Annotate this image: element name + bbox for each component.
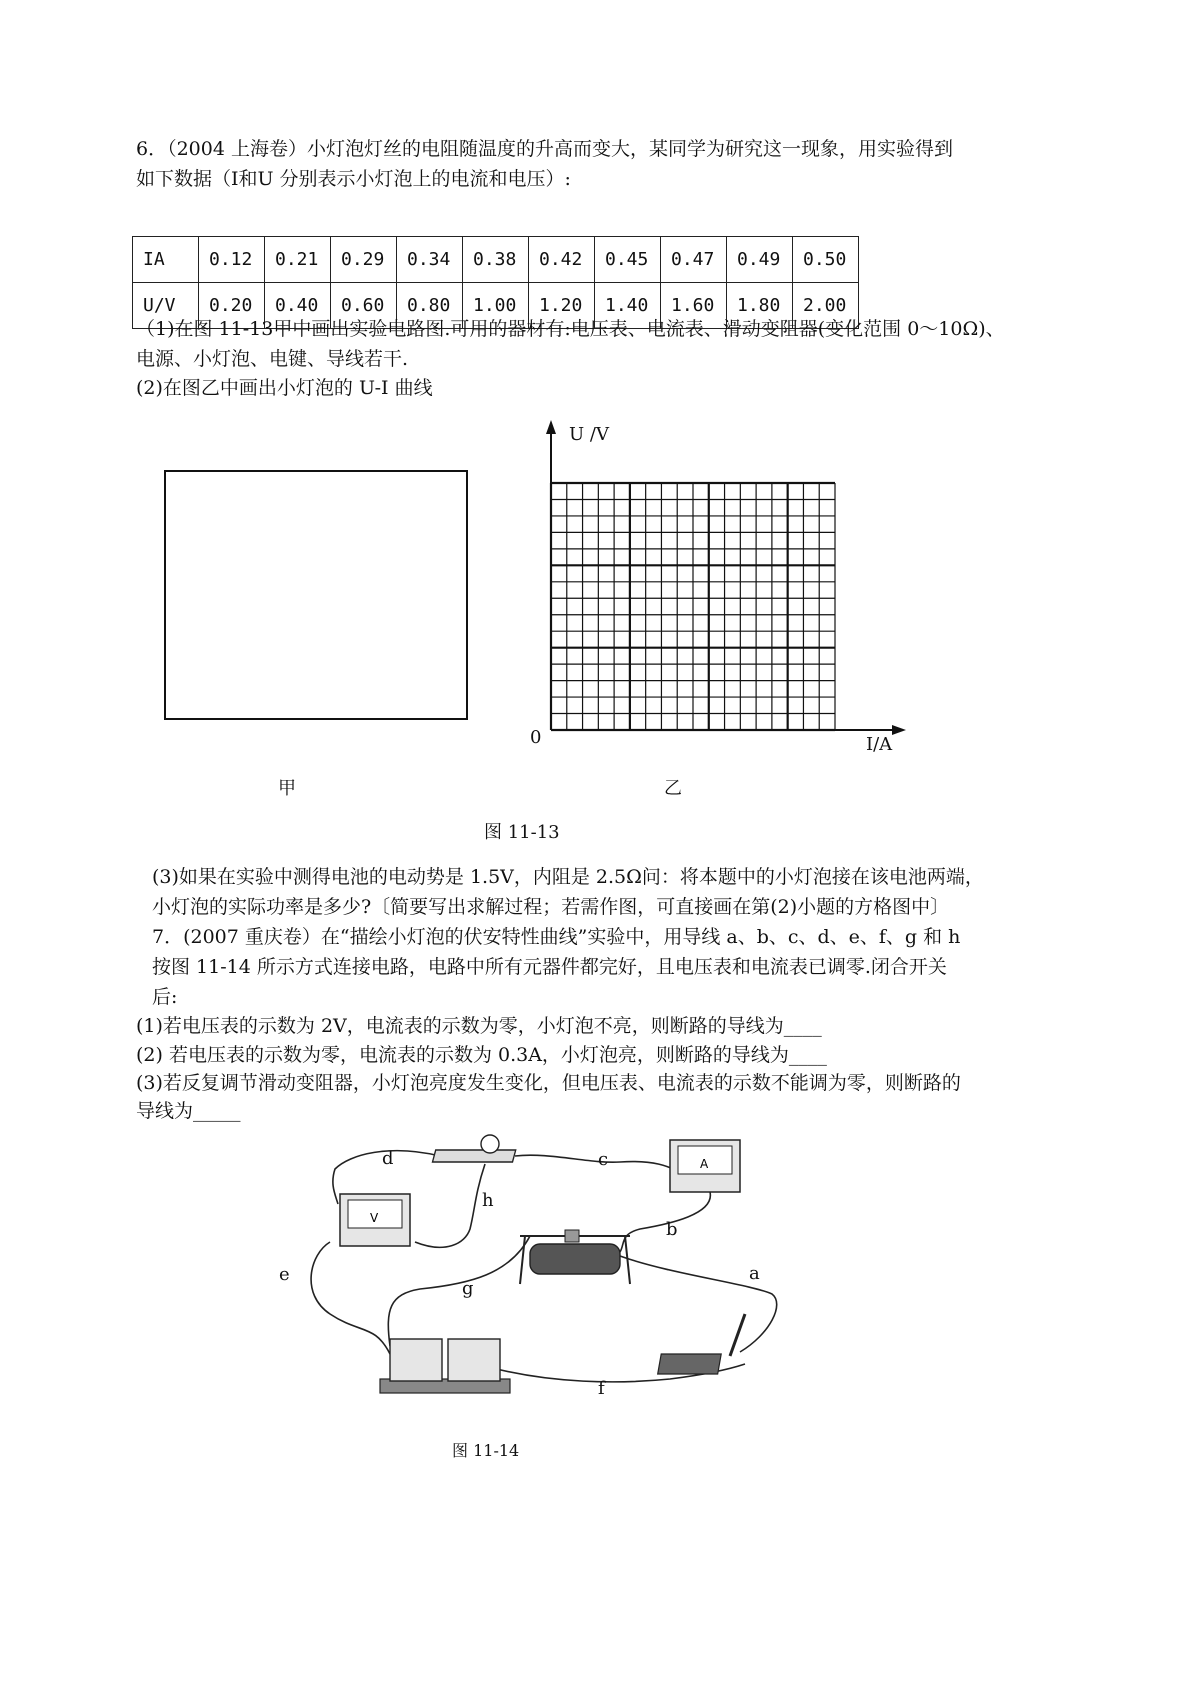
circuit-diagram-11-14 — [290, 1134, 810, 1424]
q6-text-line1: 6．（2004 上海卷）小灯泡灯丝的电阻随温度的升高而变大，某同学为研究这一现象，用实验得到 — [136, 138, 953, 160]
table-cell: 0.45 — [595, 237, 661, 283]
table-row — [133, 237, 859, 283]
q7-sub1: (1)若电压表的示数为 2V，电流表的示数为零，小灯泡不亮，则断路的导线为____ — [136, 1015, 822, 1037]
q6-sub1-line1: （1)在图 11-13甲中画出实验电路图.可用的器材有:电压表、电流表、滑动变阻器(变化范围 0～10Ω)、 — [136, 318, 1005, 340]
origin-label: 0 — [530, 727, 542, 748]
figure-label-yi: 乙 — [664, 778, 682, 799]
ammeter-label: A — [700, 1157, 709, 1171]
wire-label-g: g — [462, 1278, 474, 1299]
voltmeter-label: V — [370, 1211, 379, 1225]
table-cell: 0.49 — [727, 237, 793, 283]
table-cell: 0.80 — [397, 283, 463, 329]
figure-11-13-caption: 图 11-13 — [484, 822, 560, 843]
q7-sub2: (2) 若电压表的示数为零，电流表的示数为 0.3A，小灯泡亮，则断路的导线为____ — [136, 1044, 827, 1066]
table-cell: 0.34 — [397, 237, 463, 283]
table-cell: 0.12 — [199, 237, 265, 283]
wire-g — [388, 1236, 530, 1346]
wire-h — [415, 1164, 485, 1247]
table-cell: 0.21 — [265, 237, 331, 283]
circuit-drawing-box — [164, 470, 468, 720]
table-cell: 1.00 — [463, 283, 529, 329]
y-axis-label: U /V — [569, 424, 609, 445]
table-row-header: U/V — [133, 283, 199, 329]
table-cell: 0.20 — [199, 283, 265, 329]
q6-sub1-line2: 电源、小灯泡、电键、导线若干. — [136, 348, 409, 370]
table-row-header: IA — [133, 237, 199, 283]
wire-label-e: e — [279, 1264, 290, 1285]
q6-sub3-line2: 小灯泡的实际功率是多少?〔简要写出求解过程；若需作图，可直接画在第(2)小题的方格图中〕 — [152, 896, 950, 918]
y-axis-arrow — [546, 420, 556, 434]
figure-11-14-caption: 图 11-14 — [452, 1441, 520, 1460]
figure-label-jia: 甲 — [278, 778, 296, 799]
q7-text-line2: 按图 11-14 所示方式连接电路，电路中所有元器件都完好，且电压表和电流表已调零.闭合开关 — [152, 956, 947, 978]
table-cell: 1.20 — [529, 283, 595, 329]
wire-label-d: d — [382, 1148, 394, 1169]
table-cell: 1.60 — [661, 283, 727, 329]
table-cell: 0.29 — [331, 237, 397, 283]
x-axis-label: I/A — [866, 734, 893, 755]
table-cell: 0.50 — [793, 237, 859, 283]
rheostat-icon — [520, 1230, 630, 1284]
wire-label-h: h — [482, 1190, 494, 1211]
q7-text-line1: 7．(2007 重庆卷）在“描绘小灯泡的伏安特性曲线”实验中，用导线 a、b、c、d、e、f、g 和 h — [152, 926, 961, 948]
q7-text-line3: 后: — [152, 986, 178, 1008]
q7-sub3-line2: 导线为_____ — [136, 1100, 241, 1122]
table-cell: 0.38 — [463, 237, 529, 283]
wire-label-c: c — [598, 1149, 609, 1170]
q6-text-line2: 如下数据（I和U 分别表示小灯泡上的电流和电压）: — [136, 168, 571, 190]
x-axis-arrow — [892, 725, 906, 735]
table-cell: 0.60 — [331, 283, 397, 329]
table-cell: 0.42 — [529, 237, 595, 283]
wire-label-a: a — [749, 1263, 760, 1284]
battery-icon — [380, 1339, 510, 1393]
wire-e — [311, 1242, 390, 1354]
ui-graph-grid — [520, 418, 940, 758]
bulb-icon — [432, 1135, 515, 1162]
table-cell: 0.47 — [661, 237, 727, 283]
wire-label-b: b — [666, 1219, 678, 1240]
q7-sub3-line1: (3)若反复调节滑动变阻器，小灯泡亮度发生变化，但电压表、电流表的示数不能调为零，则断路的 — [136, 1072, 961, 1094]
q6-sub3-line1: (3)如果在实验中测得电池的电动势是 1.5V，内阻是 2.5Ω问：将本题中的小灯泡接在该电池两端， — [152, 866, 984, 888]
ammeter-icon — [670, 1140, 740, 1192]
table-cell: 1.80 — [727, 283, 793, 329]
wire-label-f: f — [598, 1378, 605, 1399]
table-cell: 2.00 — [793, 283, 859, 329]
table-cell: 1.40 — [595, 283, 661, 329]
switch-icon — [658, 1314, 745, 1374]
table-cell: 0.40 — [265, 283, 331, 329]
voltmeter-icon — [340, 1194, 410, 1246]
q6-sub2: (2)在图乙中画出小灯泡的 U-I 曲线 — [136, 377, 433, 399]
